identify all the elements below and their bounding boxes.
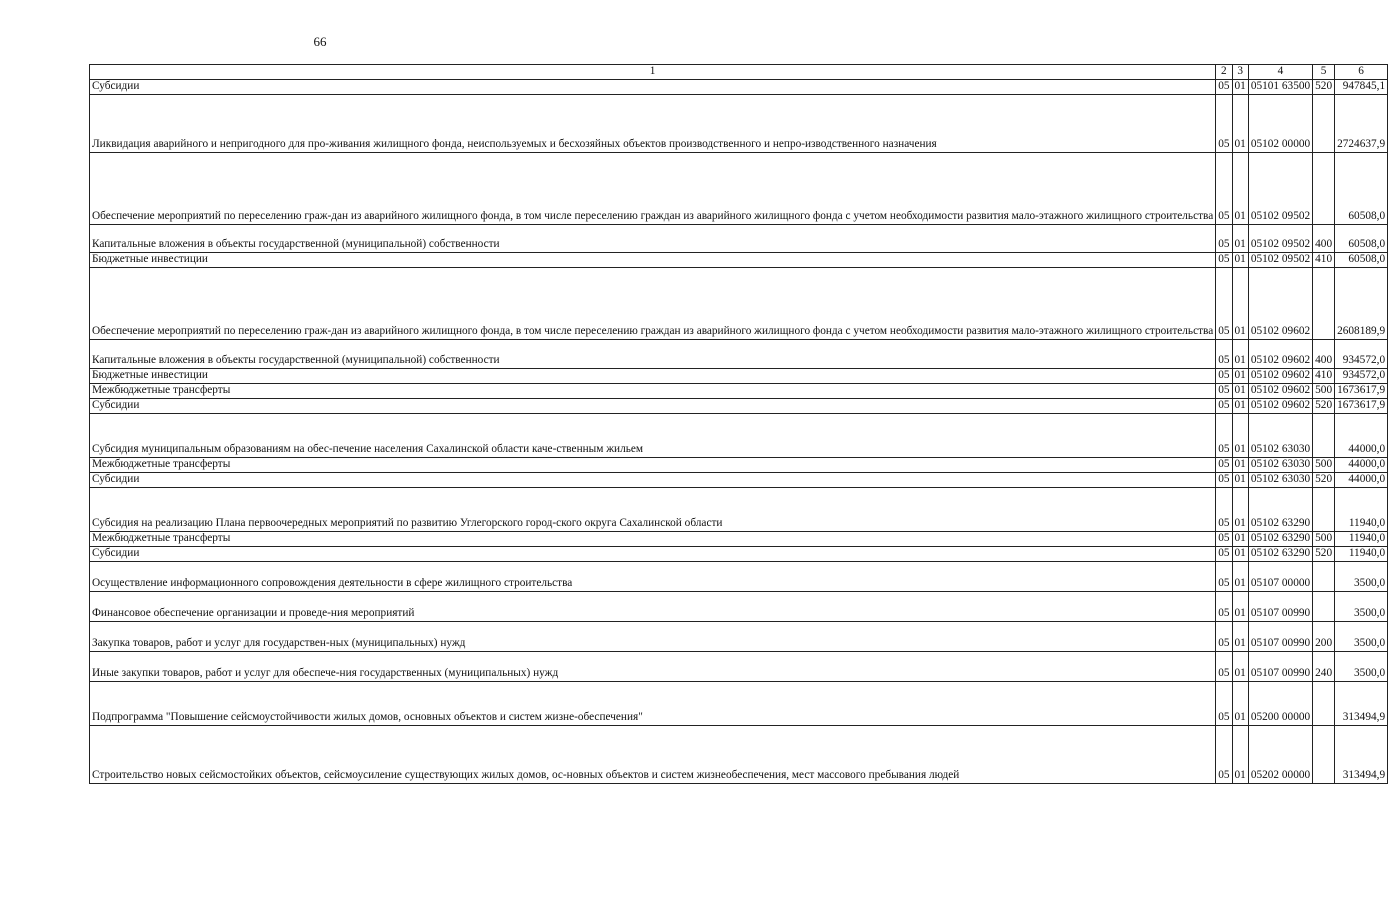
row-section: 05: [1216, 252, 1232, 267]
row-type: [1313, 267, 1335, 339]
table-row: [90, 224, 1388, 252]
row-subsection: 01: [1232, 383, 1248, 398]
row-name: Строительство новых сейсмостойких объектов, сейсмоусиление существующих жилых домов, ос-новных объектов и систем жизнеобеспечения, мест массового пребывания людей: [90, 725, 1216, 783]
row-type: 500: [1313, 457, 1335, 472]
row-sum: 44000,0: [1335, 413, 1388, 457]
row-name: Осуществление информационного сопровождения деятельности в сфере жилищного строительства: [90, 561, 1216, 591]
row-code: 05102 63030: [1248, 413, 1312, 457]
header-section: 2: [1216, 65, 1232, 80]
row-code: 05107 00000: [1248, 561, 1312, 591]
row-section: 05: [1216, 472, 1232, 487]
row-sum: 44000,0: [1335, 472, 1388, 487]
row-subsection: 01: [1232, 339, 1248, 368]
row-sum: 3500,0: [1335, 621, 1388, 651]
row-subsection: 01: [1232, 94, 1248, 152]
row-code: 05102 00000: [1248, 94, 1312, 152]
row-type: 520: [1313, 398, 1335, 413]
header-sum: 6: [1335, 65, 1388, 80]
row-sum: 947845,1: [1335, 80, 1388, 95]
row-sum: 934572,0: [1335, 368, 1388, 383]
row-subsection: 01: [1232, 591, 1248, 621]
table-row: [90, 252, 1388, 267]
row-section: 05: [1216, 383, 1232, 398]
row-name: Финансовое обеспечение организации и проведе-ния мероприятий: [90, 591, 1216, 621]
row-type: [1313, 413, 1335, 457]
table-row: [90, 152, 1388, 224]
row-code: 05102 63290: [1248, 546, 1312, 561]
row-name: Подпрограмма "Повышение сейсмоустойчивости жилых домов, основных объектов и систем жизне-обеспечения": [90, 681, 1216, 725]
page-number: 66: [313, 34, 327, 49]
row-sum: 2724637,9: [1335, 94, 1388, 152]
row-code: 05102 09602: [1248, 383, 1312, 398]
row-section: 05: [1216, 531, 1232, 546]
row-type: 200: [1313, 621, 1335, 651]
row-type: [1313, 725, 1335, 783]
row-name: Субсидии: [90, 398, 1216, 413]
table-row: [90, 531, 1388, 546]
table-row: [90, 368, 1388, 383]
row-subsection: 01: [1232, 531, 1248, 546]
row-sum: 934572,0: [1335, 339, 1388, 368]
row-section: 05: [1216, 681, 1232, 725]
row-section: 05: [1216, 725, 1232, 783]
row-subsection: 01: [1232, 561, 1248, 591]
row-section: 05: [1216, 398, 1232, 413]
row-name: Субсидия муниципальным образованиям на обес-печение населения Сахалинской области каче-ственным жильем: [90, 413, 1216, 457]
row-name: Ликвидация аварийного и непригодного для про-живания жилищного фонда, неиспользуемых и бесхозяйных объектов производственного и непро-изводственного назначения: [90, 94, 1216, 152]
table-row: [90, 487, 1388, 531]
header-type: 5: [1313, 65, 1335, 80]
row-subsection: 01: [1232, 472, 1248, 487]
row-sum: 60508,0: [1335, 152, 1388, 224]
row-name: Межбюджетные трансферты: [90, 457, 1216, 472]
table-row: [90, 651, 1388, 681]
row-type: [1313, 561, 1335, 591]
row-code: 05102 09502: [1248, 224, 1312, 252]
table-row: [90, 621, 1388, 651]
row-subsection: 01: [1232, 546, 1248, 561]
row-code: 05102 63290: [1248, 531, 1312, 546]
row-subsection: 01: [1232, 80, 1248, 95]
row-type: 240: [1313, 651, 1335, 681]
header-subsection: 3: [1232, 65, 1248, 80]
row-code: 05101 63500: [1248, 80, 1312, 95]
row-subsection: 01: [1232, 621, 1248, 651]
row-type: [1313, 681, 1335, 725]
table-row: [90, 561, 1388, 591]
row-name: Обеспечение мероприятий по переселению граж-дан из аварийного жилищного фонда, в том числе переселению граждан из аварийного жилищного фонда с учетом необходимости развития мало-этажного жилищного строительства: [90, 152, 1216, 224]
table-row: [90, 681, 1388, 725]
row-sum: 1673617,9: [1335, 398, 1388, 413]
table-row: [90, 339, 1388, 368]
row-subsection: 01: [1232, 651, 1248, 681]
row-section: 05: [1216, 546, 1232, 561]
row-type: [1313, 94, 1335, 152]
row-code: 05102 63290: [1248, 487, 1312, 531]
row-subsection: 01: [1232, 368, 1248, 383]
row-sum: 11940,0: [1335, 487, 1388, 531]
row-code: 05102 09602: [1248, 267, 1312, 339]
row-section: 05: [1216, 621, 1232, 651]
row-section: 05: [1216, 651, 1232, 681]
row-section: 05: [1216, 561, 1232, 591]
row-sum: 2608189,9: [1335, 267, 1388, 339]
row-name: Межбюджетные трансферты: [90, 531, 1216, 546]
row-code: 05200 00000: [1248, 681, 1312, 725]
row-sum: 313494,9: [1335, 681, 1388, 725]
table-row: [90, 725, 1388, 783]
row-section: 05: [1216, 267, 1232, 339]
table-row: [90, 398, 1388, 413]
row-section: 05: [1216, 368, 1232, 383]
row-type: 520: [1313, 80, 1335, 95]
row-type: [1313, 487, 1335, 531]
table-row: [90, 472, 1388, 487]
table-row: [90, 80, 1388, 95]
row-type: [1313, 152, 1335, 224]
row-subsection: 01: [1232, 681, 1248, 725]
row-subsection: 01: [1232, 224, 1248, 252]
row-subsection: 01: [1232, 487, 1248, 531]
row-code: 05107 00990: [1248, 591, 1312, 621]
row-name: Межбюджетные трансферты: [90, 383, 1216, 398]
table-row: [90, 94, 1388, 152]
row-type: [1313, 591, 1335, 621]
row-code: 05102 63030: [1248, 472, 1312, 487]
row-subsection: 01: [1232, 413, 1248, 457]
header-code: 4: [1248, 65, 1312, 80]
row-name: Капитальные вложения в объекты государственной (муниципальной) собственности: [90, 224, 1216, 252]
row-sum: 3500,0: [1335, 561, 1388, 591]
row-section: 05: [1216, 152, 1232, 224]
row-code: 05102 09502: [1248, 152, 1312, 224]
row-subsection: 01: [1232, 267, 1248, 339]
row-name: Бюджетные инвестиции: [90, 252, 1216, 267]
row-sum: 44000,0: [1335, 457, 1388, 472]
row-name: Обеспечение мероприятий по переселению граж-дан из аварийного жилищного фонда, в том числе переселению граждан из аварийного жилищного фонда с учетом необходимости развития мало-этажного жилищного строительства: [90, 267, 1216, 339]
row-name: Капитальные вложения в объекты государственной (муниципальной) собственности: [90, 339, 1216, 368]
row-type: 410: [1313, 368, 1335, 383]
row-name: Субсидии: [90, 546, 1216, 561]
row-sum: 11940,0: [1335, 546, 1388, 561]
row-sum: 60508,0: [1335, 252, 1388, 267]
row-section: 05: [1216, 94, 1232, 152]
row-name: Субсидии: [90, 80, 1216, 95]
row-code: 05102 09502: [1248, 252, 1312, 267]
row-section: 05: [1216, 80, 1232, 95]
row-subsection: 01: [1232, 398, 1248, 413]
row-code: 05102 09602: [1248, 368, 1312, 383]
table-row: [90, 591, 1388, 621]
row-code: 05102 09602: [1248, 398, 1312, 413]
row-code: 05202 00000: [1248, 725, 1312, 783]
row-type: 400: [1313, 224, 1335, 252]
table-row: [90, 383, 1388, 398]
row-name: Субсидии: [90, 472, 1216, 487]
row-sum: 3500,0: [1335, 591, 1388, 621]
row-section: 05: [1216, 224, 1232, 252]
row-section: 05: [1216, 339, 1232, 368]
row-name: Иные закупки товаров, работ и услуг для обеспече-ния государственных (муниципальных) нужд: [90, 651, 1216, 681]
header-name: 1: [90, 65, 1216, 80]
row-code: 05107 00990: [1248, 651, 1312, 681]
row-section: 05: [1216, 457, 1232, 472]
row-code: 05102 09602: [1248, 339, 1312, 368]
row-type: 410: [1313, 252, 1335, 267]
row-type: 520: [1313, 546, 1335, 561]
row-section: 05: [1216, 413, 1232, 457]
row-name: Субсидия на реализацию Плана первоочередных мероприятий по развитию Углегорского город-ского округа Сахалинской области: [90, 487, 1216, 531]
row-sum: 313494,9: [1335, 725, 1388, 783]
table-row: [90, 267, 1388, 339]
row-subsection: 01: [1232, 252, 1248, 267]
row-code: 05107 00990: [1248, 621, 1312, 651]
row-sum: 1673617,9: [1335, 383, 1388, 398]
row-subsection: 01: [1232, 725, 1248, 783]
row-section: 05: [1216, 591, 1232, 621]
row-subsection: 01: [1232, 152, 1248, 224]
row-type: 520: [1313, 472, 1335, 487]
row-type: 500: [1313, 383, 1335, 398]
table-row: [90, 546, 1388, 561]
row-name: Бюджетные инвестиции: [90, 368, 1216, 383]
header-row: [90, 65, 1388, 80]
table-row: [90, 413, 1388, 457]
row-sum: 3500,0: [1335, 651, 1388, 681]
row-sum: 60508,0: [1335, 224, 1388, 252]
row-code: 05102 63030: [1248, 457, 1312, 472]
budget-table: [89, 64, 1388, 784]
row-type: 400: [1313, 339, 1335, 368]
row-name: Закупка товаров, работ и услуг для государствен-ных (муниципальных) нужд: [90, 621, 1216, 651]
table-row: [90, 457, 1388, 472]
row-type: 500: [1313, 531, 1335, 546]
row-subsection: 01: [1232, 457, 1248, 472]
row-sum: 11940,0: [1335, 531, 1388, 546]
row-section: 05: [1216, 487, 1232, 531]
